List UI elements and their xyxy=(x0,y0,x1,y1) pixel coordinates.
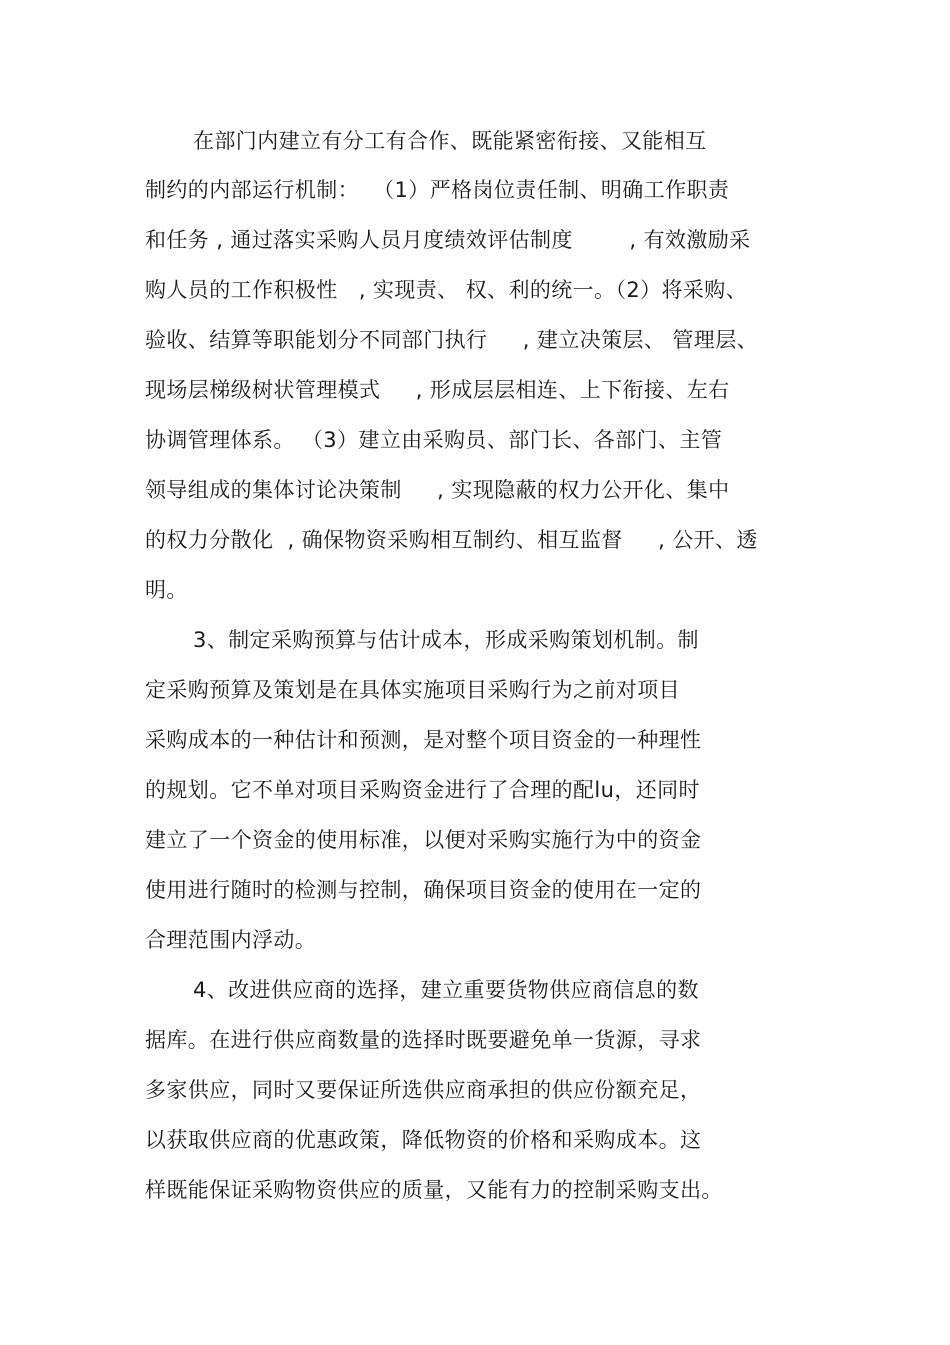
paragraph-1-line-6: 现场层梯级树状管理模式 , 形成层层相连、上下衔接、左右 xyxy=(145,378,730,402)
paragraph-2-line-1: 3、制定采购预算与估计成本，形成采购策划机制。制 xyxy=(193,628,699,652)
paragraph-3-line-3: 多家供应，同时又要保证所选供应商承担的供应份额充足， xyxy=(145,1078,702,1102)
paragraph-1-line-2: 制约的内部运行机制： （1）严格岗位责任制、明确工作职责 xyxy=(145,178,730,202)
paragraph-1-line-1: 在部门内建立有分工有合作、既能紧密衔接、又能相互 xyxy=(193,129,707,153)
paragraph-1-line-5: 验收、结算等职能划分不同部门执行 , 建立决策层、 管理层、 xyxy=(145,328,758,352)
paragraph-1-line-9: 的权力分散化 , 确保物资采购相互制约、相互监督 , 公开、透 xyxy=(145,528,758,552)
paragraph-2-line-6: 使用进行随时的检测与控制，确保项目资金的使用在一定的 xyxy=(145,878,702,902)
paragraph-1-line-4: 购人员的工作积极性 , 实现责、 权、利的统一。（2）将采购、 xyxy=(145,278,748,302)
paragraph-2-line-7: 合理范围内浮动。 xyxy=(145,928,317,952)
paragraph-3-line-5: 样既能保证采购物资供应的质量，又能有力的控制采购支出。 xyxy=(145,1178,723,1202)
paragraph-3-line-1: 4、改进供应商的选择，建立重要货物供应商信息的数 xyxy=(193,978,699,1002)
paragraph-1-line-3: 和任务 , 通过落实采购人员月度绩效评估制度 , 有效激励采 xyxy=(145,228,751,252)
paragraph-3-line-2: 据库。在进行供应商数量的选择时既要避免单一货源，寻求 xyxy=(145,1028,702,1052)
paragraph-1-line-7: 协调管理体系。 （3）建立由采购员、部门长、各部门、主管 xyxy=(145,428,723,452)
paragraph-1-line-10: 明。 xyxy=(145,578,188,602)
paragraph-2-line-4: 的规划。它不单对项目采购资金进行了合理的配lu，还同时 xyxy=(145,778,700,802)
paragraph-1-line-8: 领导组成的集体讨论决策制 , 实现隐蔽的权力公开化、集中 xyxy=(145,478,730,502)
paragraph-2-line-3: 采购成本的一种估计和预测，是对整个项目资金的一种理性 xyxy=(145,728,702,752)
paragraph-2-line-5: 建立了一个资金的使用标准，以便对采购实施行为中的资金 xyxy=(145,828,702,852)
paragraph-3-line-4: 以获取供应商的优惠政策，降低物资的价格和采购成本。这 xyxy=(145,1128,702,1152)
paragraph-2-line-2: 定采购预算及策划是在具体实施项目采购行为之前对项目 xyxy=(145,678,680,702)
